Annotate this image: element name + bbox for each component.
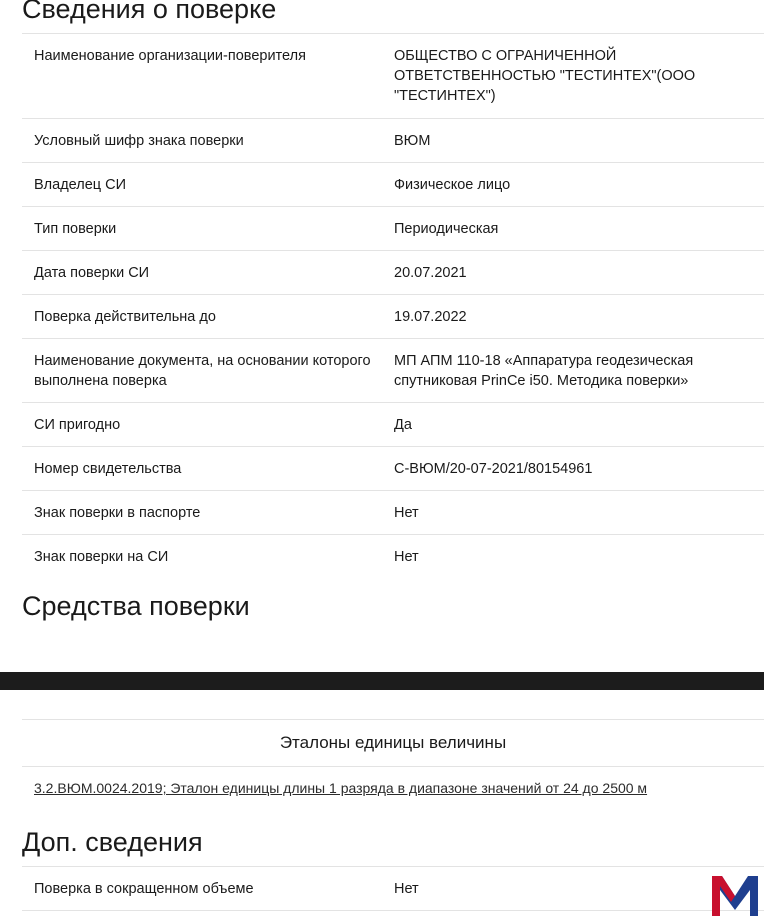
row-value: Нет [394,881,419,897]
table-row [22,403,764,447]
tools-title: Средства поверки [22,591,250,621]
table-row [22,34,764,119]
row-label: Знак поверки в паспорте [34,505,201,521]
row-label: Тип поверки [34,221,117,237]
row-value: Нет [394,505,419,521]
row-value: ВЮМ [394,133,431,149]
standard-link[interactable]: 3.2.ВЮМ.0024.2019; Эталон единицы длины 1 разряда в диапазоне значений от 24 до 2500 м [34,780,648,796]
standards-header: Эталоны единицы величины [22,720,764,767]
table-row [22,535,764,579]
verification-title: Сведения о поверке [22,0,277,24]
standards-table [22,719,764,797]
extra-table [22,866,764,911]
row-value: 20.07.2021 [394,265,467,281]
table-row [22,339,764,403]
row-label: СИ пригодно [34,417,121,433]
row-label: Наименование организации-поверителя [34,48,306,64]
verification-table [22,33,764,579]
row-label: Номер свидетельства [34,461,182,477]
brand-logo-icon [710,872,760,918]
table-row [22,447,764,491]
divider-bar [0,672,764,690]
table-row [22,163,764,207]
table-row [22,251,764,295]
table-row [22,119,764,163]
row-label: Условный шифр знака поверки [34,133,244,149]
table-row [22,491,764,535]
row-label: Знак поверки на СИ [34,549,169,565]
row-value: 19.07.2022 [394,309,467,325]
row-value: Да [394,417,412,433]
row-value: Физическое лицо [394,177,511,193]
extra-title: Доп. сведения [22,827,203,857]
row-value: Периодическая [394,221,499,237]
table-row [22,867,764,911]
row-label: Наименование документа, на основании которого выполнена поверка [34,353,371,389]
row-label: Дата поверки СИ [34,265,150,281]
row-value: С-ВЮМ/20-07-2021/80154961 [394,461,593,477]
row-value: Нет [394,549,419,565]
table-row [22,207,764,251]
table-row [22,295,764,339]
row-label: Поверка в сокращенном объеме [34,881,254,897]
row-value: ОБЩЕСТВО С ОГРАНИЧЕННОЙ ОТВЕТСТВЕННОСТЬЮ "ТЕСТИНТЕХ"(ООО "ТЕСТИНТЕХ") [394,48,696,104]
row-label: Поверка действительна до [34,309,216,325]
row-value: МП АПМ 110-18 «Аппаратура геодезическая спутниковая PrinCe i50. Методика поверки» [394,353,694,389]
row-label: Владелец СИ [34,177,126,193]
